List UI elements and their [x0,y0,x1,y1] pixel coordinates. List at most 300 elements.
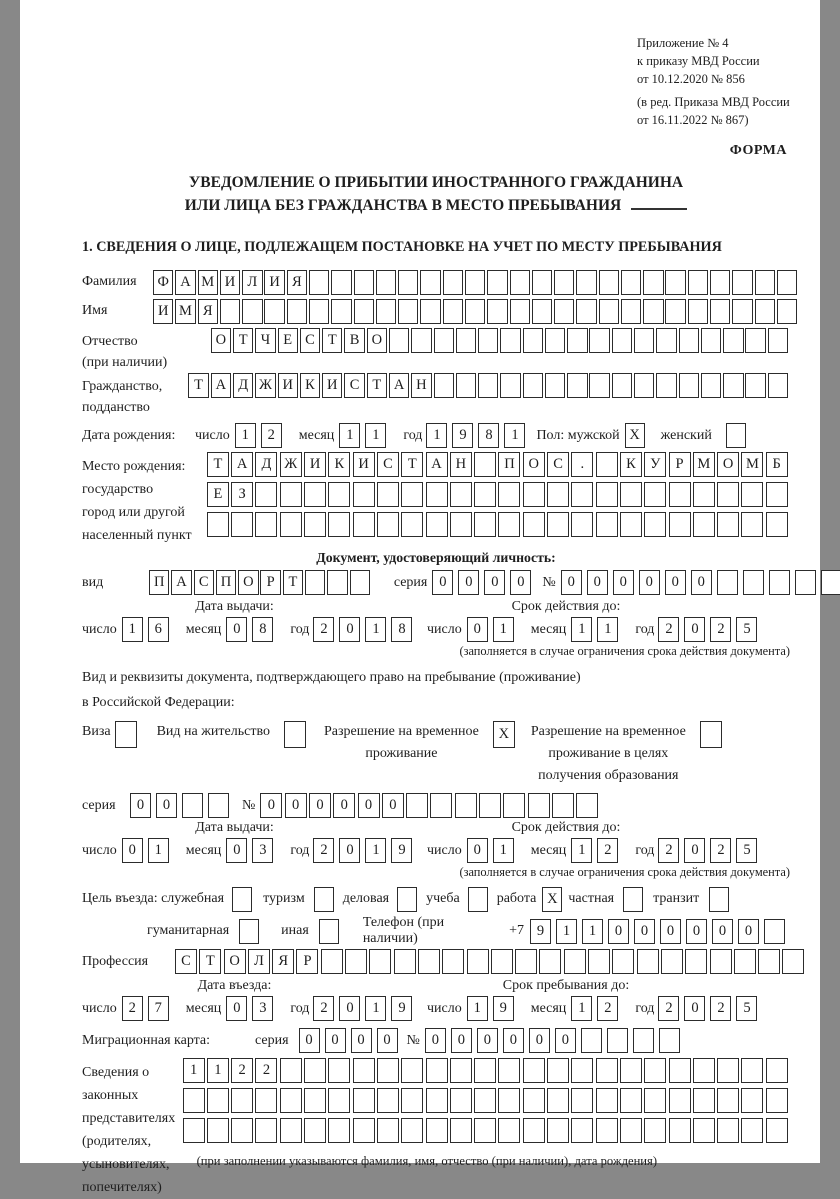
char-box[interactable] [607,1028,628,1053]
char-box[interactable]: Т [233,328,253,353]
char-box[interactable] [547,482,569,507]
char-box[interactable] [701,373,721,398]
char-box[interactable] [634,328,654,353]
char-box[interactable] [510,299,530,324]
char-box[interactable] [685,949,707,974]
char-box[interactable]: 1 [571,838,592,863]
char-box[interactable]: 3 [252,838,273,863]
char-box[interactable]: П [498,452,520,477]
purpose-other-checkbox[interactable] [319,919,339,944]
char-box[interactable] [376,270,396,295]
char-box[interactable]: 0 [309,793,331,818]
char-box[interactable]: З [231,482,253,507]
char-box[interactable] [547,512,569,537]
char-box[interactable] [394,949,416,974]
char-box[interactable] [717,570,738,595]
char-box[interactable] [693,1118,715,1143]
char-box[interactable] [377,1088,399,1113]
char-box[interactable]: 2 [710,996,731,1021]
char-box[interactable] [741,512,763,537]
char-box[interactable]: И [220,270,240,295]
char-box[interactable] [207,512,229,537]
char-box[interactable] [766,512,788,537]
char-box[interactable] [644,512,666,537]
char-box[interactable] [554,270,574,295]
char-box[interactable]: И [322,373,342,398]
char-box[interactable] [401,1118,423,1143]
char-box[interactable] [717,1118,739,1143]
char-box[interactable] [401,1088,423,1113]
char-box[interactable] [782,949,804,974]
char-box[interactable]: 0 [425,1028,446,1053]
char-box[interactable] [669,1058,691,1083]
char-box[interactable]: Т [199,949,221,974]
char-box[interactable]: 0 [510,570,531,595]
char-box[interactable] [255,1118,277,1143]
char-box[interactable] [547,1088,569,1113]
char-box[interactable]: Т [322,328,342,353]
char-box[interactable]: 1 [426,423,447,448]
char-box[interactable] [498,482,520,507]
char-box[interactable] [571,1058,593,1083]
char-box[interactable] [693,512,715,537]
char-box[interactable]: С [194,570,214,595]
char-box[interactable]: 0 [432,570,453,595]
char-box[interactable]: Т [367,373,387,398]
char-box[interactable]: 0 [467,838,488,863]
char-box[interactable]: Д [255,452,277,477]
char-box[interactable]: 1 [339,423,360,448]
char-box[interactable]: Ж [255,373,275,398]
char-box[interactable]: 0 [467,617,488,642]
char-box[interactable]: К [300,373,320,398]
char-box[interactable]: 2 [597,838,618,863]
char-box[interactable]: 0 [561,570,582,595]
char-box[interactable]: С [300,328,320,353]
char-box[interactable]: Т [188,373,208,398]
char-box[interactable] [231,1118,253,1143]
char-box[interactable] [523,1058,545,1083]
char-box[interactable] [401,1058,423,1083]
char-box[interactable]: 1 [467,996,488,1021]
char-box[interactable]: 0 [587,570,608,595]
char-box[interactable]: Т [207,452,229,477]
visa-checkbox[interactable] [115,721,137,748]
char-box[interactable]: Ч [255,328,275,353]
char-box[interactable] [389,328,409,353]
char-box[interactable] [545,328,565,353]
char-box[interactable] [596,1088,618,1113]
char-box[interactable]: 0 [358,793,380,818]
char-box[interactable] [741,1088,763,1113]
char-box[interactable] [510,270,530,295]
char-box[interactable] [766,1088,788,1113]
char-box[interactable] [183,1118,205,1143]
char-box[interactable] [581,1028,602,1053]
purpose-official-checkbox[interactable] [232,887,252,912]
char-box[interactable]: 2 [710,838,731,863]
char-box[interactable] [456,328,476,353]
char-box[interactable]: 2 [255,1058,277,1083]
char-box[interactable]: Я [198,299,218,324]
char-box[interactable] [426,482,448,507]
char-box[interactable]: 0 [351,1028,372,1053]
char-box[interactable]: В [344,328,364,353]
char-box[interactable]: 0 [684,617,705,642]
char-box[interactable] [755,299,775,324]
char-box[interactable] [255,482,277,507]
char-box[interactable] [634,373,654,398]
char-box[interactable]: Т [401,452,423,477]
char-box[interactable] [515,949,537,974]
char-box[interactable] [723,328,743,353]
char-box[interactable] [434,328,454,353]
char-box[interactable] [474,482,496,507]
char-box[interactable]: 2 [658,838,679,863]
char-box[interactable] [644,1088,666,1113]
char-box[interactable]: 0 [122,838,143,863]
char-box[interactable] [331,299,351,324]
char-box[interactable]: 1 [235,423,256,448]
char-box[interactable] [406,793,428,818]
char-box[interactable] [353,512,375,537]
char-box[interactable]: 0 [555,1028,576,1053]
char-box[interactable]: 1 [597,617,618,642]
char-box[interactable] [656,373,676,398]
char-box[interactable] [353,482,375,507]
char-box[interactable]: 0 [339,996,360,1021]
char-box[interactable] [500,373,520,398]
char-box[interactable] [523,1118,545,1143]
char-box[interactable] [280,1118,302,1143]
char-box[interactable]: 7 [148,996,169,1021]
char-box[interactable] [450,482,472,507]
char-box[interactable] [328,1088,350,1113]
char-box[interactable] [350,570,370,595]
char-box[interactable] [420,299,440,324]
char-box[interactable]: Ж [280,452,302,477]
char-box[interactable] [777,270,797,295]
char-box[interactable] [411,328,431,353]
char-box[interactable] [377,482,399,507]
char-box[interactable]: 1 [365,838,386,863]
char-box[interactable]: 2 [658,617,679,642]
char-box[interactable] [717,1088,739,1113]
char-box[interactable] [354,299,374,324]
char-box[interactable]: 1 [122,617,143,642]
char-box[interactable]: 0 [226,838,247,863]
char-box[interactable] [710,299,730,324]
char-box[interactable]: Л [248,949,270,974]
char-box[interactable] [207,1088,229,1113]
char-box[interactable] [450,512,472,537]
char-box[interactable]: П [149,570,169,595]
char-box[interactable] [621,299,641,324]
char-box[interactable]: 0 [484,570,505,595]
char-box[interactable] [280,1058,302,1083]
char-box[interactable] [304,482,326,507]
char-box[interactable] [474,1088,496,1113]
char-box[interactable]: И [304,452,326,477]
char-box[interactable]: 0 [613,570,634,595]
char-box[interactable]: 0 [684,996,705,1021]
char-box[interactable] [693,482,715,507]
char-box[interactable]: 9 [530,919,551,944]
char-box[interactable] [450,1118,472,1143]
char-box[interactable]: 1 [504,423,525,448]
char-box[interactable] [766,482,788,507]
char-box[interactable] [474,1118,496,1143]
char-box[interactable]: 0 [226,617,247,642]
char-box[interactable] [353,1088,375,1113]
char-box[interactable]: И [153,299,173,324]
char-box[interactable]: 1 [582,919,603,944]
char-box[interactable] [231,512,253,537]
char-box[interactable]: 0 [639,570,660,595]
char-box[interactable]: 0 [684,838,705,863]
sex-female-checkbox[interactable] [726,423,746,448]
char-box[interactable] [498,1118,520,1143]
char-box[interactable] [741,1118,763,1143]
char-box[interactable] [571,1118,593,1143]
char-box[interactable]: 8 [252,617,273,642]
char-box[interactable] [401,482,423,507]
char-box[interactable] [467,949,489,974]
char-box[interactable] [328,512,350,537]
char-box[interactable] [717,482,739,507]
char-box[interactable] [547,1118,569,1143]
char-box[interactable] [328,1058,350,1083]
char-box[interactable] [426,512,448,537]
char-box[interactable] [280,512,302,537]
char-box[interactable]: М [198,270,218,295]
char-box[interactable] [596,512,618,537]
char-box[interactable] [304,1118,326,1143]
char-box[interactable] [498,1088,520,1113]
char-box[interactable]: О [523,452,545,477]
temp-residence-checkbox[interactable]: X [493,721,515,748]
char-box[interactable] [596,1058,618,1083]
char-box[interactable]: 2 [658,996,679,1021]
char-box[interactable] [420,270,440,295]
char-box[interactable]: С [377,452,399,477]
char-box[interactable] [758,949,780,974]
char-box[interactable]: 0 [285,793,307,818]
char-box[interactable]: 1 [365,423,386,448]
char-box[interactable]: Е [278,328,298,353]
char-box[interactable] [644,482,666,507]
char-box[interactable] [669,1088,691,1113]
char-box[interactable] [669,482,691,507]
char-box[interactable]: 1 [207,1058,229,1083]
char-box[interactable] [679,328,699,353]
char-box[interactable]: 0 [260,793,282,818]
char-box[interactable] [643,299,663,324]
char-box[interactable] [523,512,545,537]
char-box[interactable] [208,793,229,818]
char-box[interactable]: А [211,373,231,398]
char-box[interactable] [589,328,609,353]
char-box[interactable] [456,373,476,398]
char-box[interactable]: 5 [736,838,757,863]
char-box[interactable] [426,1118,448,1143]
char-box[interactable]: 2 [261,423,282,448]
char-box[interactable] [353,1058,375,1083]
char-box[interactable] [567,328,587,353]
char-box[interactable] [576,793,598,818]
char-box[interactable] [554,299,574,324]
char-box[interactable] [821,570,840,595]
char-box[interactable] [612,949,634,974]
char-box[interactable] [571,482,593,507]
char-box[interactable]: 0 [451,1028,472,1053]
char-box[interactable] [745,328,765,353]
char-box[interactable] [576,299,596,324]
temp-residence-edu-checkbox[interactable] [700,721,722,748]
char-box[interactable] [659,1028,680,1053]
char-box[interactable] [766,1118,788,1143]
char-box[interactable]: Р [296,949,318,974]
char-box[interactable]: С [344,373,364,398]
char-box[interactable] [766,1058,788,1083]
char-box[interactable] [377,1118,399,1143]
char-box[interactable]: 1 [365,996,386,1021]
char-box[interactable] [741,482,763,507]
char-box[interactable] [434,373,454,398]
char-box[interactable] [669,1118,691,1143]
char-box[interactable] [768,373,788,398]
char-box[interactable] [487,270,507,295]
char-box[interactable] [768,328,788,353]
char-box[interactable] [418,949,440,974]
char-box[interactable] [231,1088,253,1113]
char-box[interactable] [717,512,739,537]
char-box[interactable] [665,270,685,295]
char-box[interactable]: 0 [325,1028,346,1053]
char-box[interactable] [567,373,587,398]
char-box[interactable] [354,270,374,295]
char-box[interactable]: 0 [477,1028,498,1053]
char-box[interactable] [523,482,545,507]
char-box[interactable]: А [171,570,191,595]
char-box[interactable]: С [547,452,569,477]
purpose-tourism-checkbox[interactable] [314,887,334,912]
char-box[interactable] [478,328,498,353]
char-box[interactable]: 0 [458,570,479,595]
char-box[interactable]: 0 [377,1028,398,1053]
char-box[interactable]: 1 [571,996,592,1021]
char-box[interactable] [328,1118,350,1143]
char-box[interactable]: 9 [452,423,473,448]
char-box[interactable]: 0 [130,793,151,818]
char-box[interactable] [376,299,396,324]
char-box[interactable]: 5 [736,617,757,642]
char-box[interactable] [571,512,593,537]
char-box[interactable] [588,949,610,974]
char-box[interactable]: 0 [299,1028,320,1053]
char-box[interactable] [620,1058,642,1083]
char-box[interactable] [589,373,609,398]
char-box[interactable]: 0 [333,793,355,818]
char-box[interactable] [280,482,302,507]
char-box[interactable] [255,1088,277,1113]
char-box[interactable] [576,270,596,295]
char-box[interactable] [532,299,552,324]
char-box[interactable] [688,270,708,295]
char-box[interactable] [503,793,525,818]
char-box[interactable]: А [426,452,448,477]
char-box[interactable]: И [278,373,298,398]
char-box[interactable] [443,299,463,324]
char-box[interactable]: Я [272,949,294,974]
char-box[interactable] [442,949,464,974]
char-box[interactable] [331,270,351,295]
char-box[interactable] [539,949,561,974]
char-box[interactable] [795,570,816,595]
char-box[interactable] [500,328,520,353]
char-box[interactable]: 0 [660,919,681,944]
char-box[interactable] [717,1058,739,1083]
char-box[interactable] [287,299,307,324]
char-box[interactable]: 1 [556,919,577,944]
char-box[interactable]: 1 [493,838,514,863]
char-box[interactable] [474,452,496,477]
char-box[interactable] [701,328,721,353]
char-box[interactable] [596,452,618,477]
char-box[interactable] [777,299,797,324]
char-box[interactable] [620,512,642,537]
char-box[interactable] [523,373,543,398]
char-box[interactable]: О [211,328,231,353]
char-box[interactable]: 2 [710,617,731,642]
char-box[interactable]: Ф [153,270,173,295]
char-box[interactable]: 9 [391,838,412,863]
char-box[interactable] [401,512,423,537]
char-box[interactable]: 0 [712,919,733,944]
char-box[interactable] [644,1058,666,1083]
char-box[interactable] [656,328,676,353]
char-box[interactable] [643,270,663,295]
char-box[interactable]: 6 [148,617,169,642]
char-box[interactable] [474,512,496,537]
char-box[interactable] [465,270,485,295]
char-box[interactable] [693,1058,715,1083]
char-box[interactable] [679,373,699,398]
char-box[interactable] [377,1058,399,1083]
char-box[interactable] [353,1118,375,1143]
char-box[interactable] [532,270,552,295]
title-blank-line[interactable] [631,194,687,210]
char-box[interactable] [327,570,347,595]
char-box[interactable]: И [353,452,375,477]
char-box[interactable]: 0 [738,919,759,944]
char-box[interactable] [621,270,641,295]
char-box[interactable] [545,373,565,398]
char-box[interactable] [398,299,418,324]
purpose-work-checkbox[interactable]: X [542,887,562,912]
purpose-humanitarian-checkbox[interactable] [239,919,259,944]
char-box[interactable]: М [741,452,763,477]
char-box[interactable] [255,512,277,537]
char-box[interactable] [755,270,775,295]
char-box[interactable] [732,270,752,295]
char-box[interactable]: О [367,328,387,353]
purpose-private-checkbox[interactable] [623,887,643,912]
char-box[interactable] [523,328,543,353]
char-box[interactable]: А [389,373,409,398]
char-box[interactable]: П [216,570,236,595]
char-box[interactable] [220,299,240,324]
